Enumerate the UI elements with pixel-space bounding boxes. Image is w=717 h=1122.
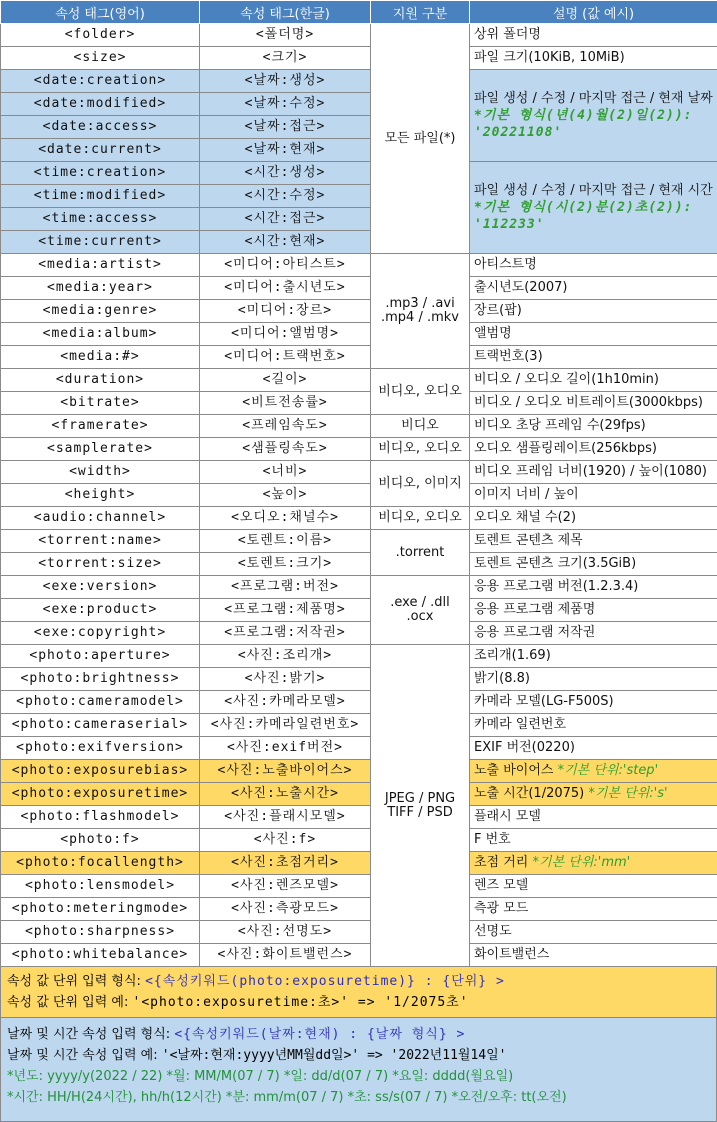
tag-en: <torrent:name> <box>1 530 200 553</box>
table-row <box>1 806 717 829</box>
tag-ko: <사진:조리개> <box>200 645 371 668</box>
tag-en: <media:genre> <box>1 300 200 323</box>
description-text: 노출 시간(1/2075) <box>474 786 585 801</box>
unit-note: *기본 단위:'s' <box>588 786 668 801</box>
tag-en: <date:current> <box>1 139 200 162</box>
description <box>470 47 717 70</box>
table-row <box>1 714 717 737</box>
support-label: .torrent <box>395 544 445 560</box>
support-label: TIFF / PSD <box>387 804 453 820</box>
table-row <box>1 898 717 921</box>
description-text: 트랙번호(3) <box>474 349 543 364</box>
table-row <box>1 346 717 369</box>
format-note: *기본 형식(년(4)월(2)일(2)): '20221108' <box>474 108 693 140</box>
table-row <box>1 599 717 622</box>
unit-example-line <box>7 992 710 1013</box>
tag-en: <bitrate> <box>1 392 200 415</box>
unit-format-line <box>7 971 710 992</box>
tag-ko: <크기> <box>200 47 371 70</box>
tag-ko: <사진:카메라모델> <box>200 691 371 714</box>
description <box>470 944 717 967</box>
support-label: 모든 파일(*) <box>384 130 456 146</box>
support-label: 비디오 <box>401 418 439 433</box>
tag-ko: <미디어:장르> <box>200 300 371 323</box>
description <box>470 806 717 829</box>
tag-ko: <사진:f> <box>200 829 371 852</box>
tag-ko: <토렌트:크기> <box>200 553 371 576</box>
table-row <box>1 875 717 898</box>
table-row <box>1 783 717 806</box>
table-row <box>1 70 717 93</box>
description <box>470 530 717 553</box>
table-row <box>1 300 717 323</box>
merged-description <box>470 70 717 162</box>
tag-en: <samplerate> <box>1 438 200 461</box>
support-label: .mp3 / .avi <box>385 296 455 311</box>
description <box>470 714 717 737</box>
tag-en: <photo:exposurebias> <box>1 760 200 783</box>
tag-ko: <날짜:생성> <box>200 70 371 93</box>
table-row <box>1 438 717 461</box>
description-text: 비디오 초당 프레임 수(29fps) <box>474 418 646 433</box>
support-type <box>371 415 470 438</box>
description <box>470 323 717 346</box>
tag-ko: <프로그램:제품명> <box>200 599 371 622</box>
tag-ko: <사진:카메라일련번호> <box>200 714 371 737</box>
table-row <box>1 668 717 691</box>
support-type <box>371 507 470 530</box>
tag-ko: <날짜:수정> <box>200 93 371 116</box>
unit-example-label: 속성 값 단위 입력 예: <box>7 995 133 1010</box>
tag-ko: <미디어:트랙번호> <box>200 346 371 369</box>
support-type <box>371 24 470 254</box>
table-body <box>1 24 717 967</box>
tag-en: <photo:sharpness> <box>1 921 200 944</box>
tag-en: <time:current> <box>1 231 200 254</box>
table-row <box>1 645 717 668</box>
unit-input-box <box>0 967 717 1018</box>
description-text: 조리개(1.69) <box>474 648 551 663</box>
table-row <box>1 507 717 530</box>
tag-ko: <프로그램:버전> <box>200 576 371 599</box>
tag-en: <photo:whitebalance> <box>1 944 200 967</box>
tag-ko: <사진:초점거리> <box>200 852 371 875</box>
tag-en: <photo:flashmodel> <box>1 806 200 829</box>
tag-ko: <시간:접근> <box>200 208 371 231</box>
description <box>470 461 717 484</box>
datetime-example-line <box>7 1045 710 1066</box>
description <box>470 829 717 852</box>
tag-ko: <사진:선명도> <box>200 921 371 944</box>
description <box>470 852 717 875</box>
tag-en: <photo:exposuretime> <box>1 783 200 806</box>
table-row <box>1 622 717 645</box>
tag-ko: <길이> <box>200 369 371 392</box>
tag-en: <torrent:size> <box>1 553 200 576</box>
tag-en: <width> <box>1 461 200 484</box>
table-row <box>1 47 717 70</box>
support-label: 비디오, 오디오 <box>378 510 462 525</box>
tag-en: <photo:focallength> <box>1 852 200 875</box>
tag-ko: <날짜:현재> <box>200 139 371 162</box>
table-row <box>1 277 717 300</box>
support-type <box>371 576 470 645</box>
description-text: 초점 거리 <box>474 855 529 870</box>
datetime-time-tokens: *시간: HH/H(24시간), hh/h(12시간) *분: mm/m(07 / 7) *초: ss/s(07 / 7) *오전/오후: tt(오전) <box>7 1090 567 1105</box>
tag-ko: <사진:밝기> <box>200 668 371 691</box>
tag-ko: <사진:exif버전> <box>200 737 371 760</box>
datetime-example-label: 날짜 및 시간 속성 입력 예: <box>7 1048 162 1063</box>
description <box>470 392 717 415</box>
datetime-example-value: '<날짜:현재:yyyy년MM월dd일>' => '2022년11월14일' <box>161 1048 507 1063</box>
description-text: 아티스트명 <box>474 257 537 272</box>
unit-note: *기본 단위:'mm' <box>532 855 631 870</box>
description <box>470 507 717 530</box>
table-row <box>1 323 717 346</box>
description <box>470 668 717 691</box>
tag-en: <media:album> <box>1 323 200 346</box>
support-type <box>371 254 470 369</box>
unit-example-value: '<photo:exposuretime:초>' => '1/2075초' <box>132 995 469 1010</box>
datetime-format-value: <{속성키워드(날짜:현재) : {날짜 형식} > <box>174 1027 466 1042</box>
tag-en: <time:modified> <box>1 185 200 208</box>
description <box>470 438 717 461</box>
tag-en: <media:artist> <box>1 254 200 277</box>
description-text: 파일 생성 / 수정 / 마지막 접근 / 현재 시간 <box>474 183 713 198</box>
description-text: 파일 생성 / 수정 / 마지막 접근 / 현재 날짜 <box>474 91 713 106</box>
description <box>470 898 717 921</box>
tag-ko: <사진:노출시간> <box>200 783 371 806</box>
description-text: 토렌트 콘텐츠 제목 <box>474 533 583 548</box>
tag-ko: <프레임속도> <box>200 415 371 438</box>
tag-en: <framerate> <box>1 415 200 438</box>
description <box>470 277 717 300</box>
description <box>470 760 717 783</box>
tag-en: <photo:lensmodel> <box>1 875 200 898</box>
tag-en: <photo:meteringmode> <box>1 898 200 921</box>
tag-ko: <너비> <box>200 461 371 484</box>
tag-en: <date:access> <box>1 116 200 139</box>
table-row <box>1 484 717 507</box>
tag-en: <time:access> <box>1 208 200 231</box>
description-text: 카메라 모델(LG-F500S) <box>474 694 614 709</box>
header-ko: 속성 태그(한글) <box>200 1 371 24</box>
description <box>470 599 717 622</box>
table-row <box>1 530 717 553</box>
description <box>470 346 717 369</box>
description-text: 비디오 / 오디오 길이(1h10min) <box>474 372 659 387</box>
description-text: 측광 모드 <box>474 901 529 916</box>
description <box>470 369 717 392</box>
table-row <box>1 369 717 392</box>
description-text: 파일 크기(10KiB, 10MiB) <box>474 50 625 65</box>
support-label: .mp4 / .mkv <box>381 310 459 325</box>
table-row <box>1 24 717 47</box>
tag-en: <photo:cameraserial> <box>1 714 200 737</box>
tag-en: <photo:aperture> <box>1 645 200 668</box>
support-label: JPEG / PNG <box>384 790 456 806</box>
format-note: *기본 형식(시(2)분(2)초(2)): '112233' <box>474 200 693 232</box>
description-text: 응용 프로그램 버전(1.2.3.4) <box>474 579 639 594</box>
description <box>470 484 717 507</box>
table-row <box>1 829 717 852</box>
tag-en: <date:modified> <box>1 93 200 116</box>
datetime-date-tokens: *년도: yyyy/y(2022 / 22) *월: MM/M(07 / 7) *일: dd/d(07 / 7) *요일: dddd(월요일) <box>7 1069 514 1084</box>
description-text: 오디오 샘플링레이트(256kbps) <box>474 441 657 456</box>
datetime-format-label: 날짜 및 시간 속성 입력 형식: <box>7 1027 175 1042</box>
description <box>470 254 717 277</box>
table-row <box>1 691 717 714</box>
table-row <box>1 254 717 277</box>
tag-ko: <미디어:아티스트> <box>200 254 371 277</box>
support-label: .exe / .dll <box>390 595 450 610</box>
tag-en: <height> <box>1 484 200 507</box>
description-text: 장르(팝) <box>474 303 522 318</box>
datetime-input-box <box>0 1018 717 1122</box>
description-text: 플래시 모델 <box>474 809 541 824</box>
tag-en: <photo:f> <box>1 829 200 852</box>
description-text: 비디오 / 오디오 비트레이트(3000kbps) <box>474 395 703 410</box>
description-text: 비디오 프레임 너비(1920) / 높이(1080) <box>474 464 707 479</box>
tag-ko: <폴더명> <box>200 24 371 47</box>
description-text: 밝기(8.8) <box>474 671 530 686</box>
tag-en: <duration> <box>1 369 200 392</box>
description <box>470 553 717 576</box>
tag-ko: <미디어:출시년도> <box>200 277 371 300</box>
header-desc: 설명 (값 예시) <box>470 1 717 24</box>
support-label: .ocx <box>406 609 434 624</box>
table-row <box>1 553 717 576</box>
tag-en: <time:creation> <box>1 162 200 185</box>
tag-ko: <토렌트:이름> <box>200 530 371 553</box>
table-row <box>1 921 717 944</box>
unit-format-value: <{속성키워드(photo:exposuretime)} : {단위} > <box>145 974 505 989</box>
header-support: 지원 구분 <box>371 1 470 24</box>
description-text: 응용 프로그램 저작권 <box>474 625 596 640</box>
tag-ko: <사진:플래시모델> <box>200 806 371 829</box>
description-text: 카메라 일련번호 <box>474 717 567 732</box>
support-label: 비디오, 오디오 <box>378 383 462 399</box>
table-row <box>1 737 717 760</box>
tag-en: <date:creation> <box>1 70 200 93</box>
tag-en: <photo:brightness> <box>1 668 200 691</box>
datetime-format-line <box>7 1024 710 1045</box>
description-text: 오디오 채널 수(2) <box>474 510 577 525</box>
table-row <box>1 760 717 783</box>
description-text: 상위 폴더명 <box>474 27 541 42</box>
description <box>470 576 717 599</box>
description-text: 앨범명 <box>474 326 512 341</box>
table-row <box>1 415 717 438</box>
description-text: 노출 바이어스 <box>474 763 554 778</box>
description <box>470 783 717 806</box>
description <box>470 622 717 645</box>
unit-format-label: 속성 값 단위 입력 형식: <box>7 974 146 989</box>
description-text: EXIF 버전(0220) <box>474 740 575 755</box>
tag-ko: <사진:노출바이어스> <box>200 760 371 783</box>
description <box>470 737 717 760</box>
tag-en: <folder> <box>1 24 200 47</box>
tag-en: <media:#> <box>1 346 200 369</box>
table-row <box>1 162 717 185</box>
table-row <box>1 852 717 875</box>
tag-ko: <사진:측광모드> <box>200 898 371 921</box>
tag-en: <exe:copyright> <box>1 622 200 645</box>
tag-en: <exe:product> <box>1 599 200 622</box>
tag-en: <photo:cameramodel> <box>1 691 200 714</box>
table-row <box>1 461 717 484</box>
description-text: 화이트밸런스 <box>474 947 550 962</box>
tag-ko: <시간:현재> <box>200 231 371 254</box>
support-label: 비디오, 이미지 <box>378 475 462 491</box>
merged-description <box>470 162 717 254</box>
description-text: 렌즈 모델 <box>474 878 529 893</box>
description <box>470 24 717 47</box>
support-type <box>371 438 470 461</box>
tag-ko: <프로그램:저작권> <box>200 622 371 645</box>
header-row <box>1 1 717 24</box>
support-label: 비디오, 오디오 <box>378 441 462 456</box>
tag-ko: <날짜:접근> <box>200 116 371 139</box>
description <box>470 875 717 898</box>
tag-ko: <미디어:앨범명> <box>200 323 371 346</box>
tag-ko: <오디오:채널수> <box>200 507 371 530</box>
tag-en: <audio:channel> <box>1 507 200 530</box>
description <box>470 921 717 944</box>
table-row <box>1 576 717 599</box>
support-type <box>371 530 470 576</box>
tag-ko: <샘플링속도> <box>200 438 371 461</box>
description-text: 응용 프로그램 제품명 <box>474 602 596 617</box>
description-text: 선명도 <box>474 924 512 939</box>
table-row <box>1 392 717 415</box>
support-type <box>371 645 470 967</box>
description-text: 출시년도(2007) <box>474 280 568 295</box>
description-text: 이미지 너비 / 높이 <box>474 487 579 502</box>
support-type <box>371 461 470 507</box>
tag-en: <size> <box>1 47 200 70</box>
description-text: 토렌트 콘텐츠 크기(3.5GiB) <box>474 556 637 571</box>
description <box>470 645 717 668</box>
tag-en: <exe:version> <box>1 576 200 599</box>
tag-ko: <시간:수정> <box>200 185 371 208</box>
tag-ko: <높이> <box>200 484 371 507</box>
description <box>470 691 717 714</box>
tag-en: <photo:exifversion> <box>1 737 200 760</box>
description <box>470 415 717 438</box>
tag-ko: <비트전송률> <box>200 392 371 415</box>
tag-en: <media:year> <box>1 277 200 300</box>
description <box>470 300 717 323</box>
unit-note: *기본 단위:'step' <box>557 763 659 778</box>
tag-ko: <사진:렌즈모델> <box>200 875 371 898</box>
table-row <box>1 944 717 967</box>
tag-ko: <사진:화이트밸런스> <box>200 944 371 967</box>
tag-ko: <시간:생성> <box>200 162 371 185</box>
header-en: 속성 태그(영어) <box>1 1 200 24</box>
description-text: F 번호 <box>474 832 511 847</box>
support-type <box>371 369 470 415</box>
